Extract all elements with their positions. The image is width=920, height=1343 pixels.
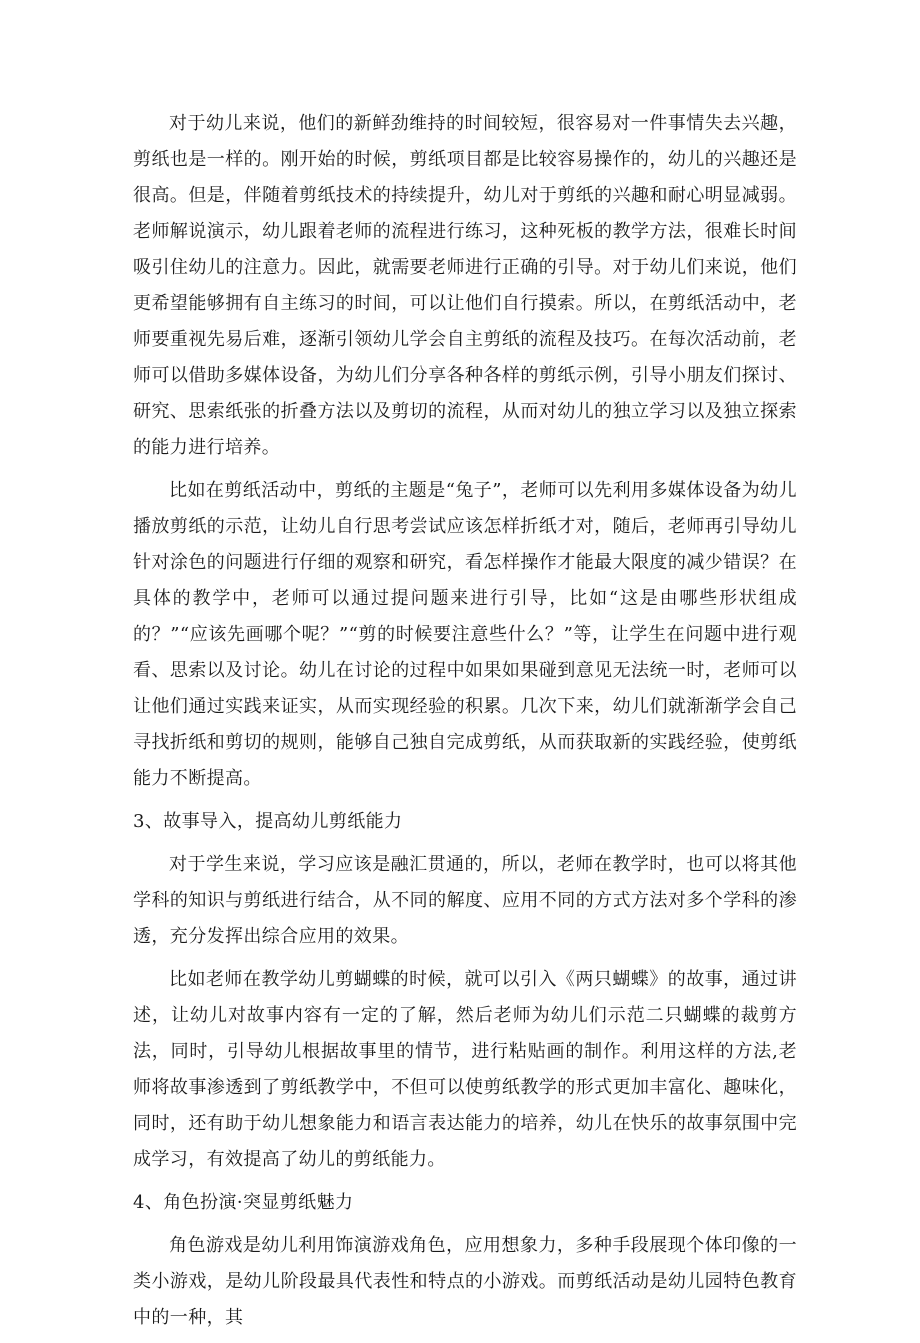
paragraph-5: 角色游戏是幼儿利用饰演游戏角色，应用想象力，多种手段展现个体印像的一类小游戏，是幼儿阶段最具代表性和特点的小游戏。而剪纸活动是幼儿园特色教育中的一种，其: [133, 1235, 797, 1328]
paragraph-4: 比如老师在教学幼儿剪蝴蝶的时候，就可以引入《两只蝴蝶》的故事，通过讲述，让幼儿对故事内容有一定的了解，然后老师为幼儿们示范二只蝴蝶的裁剪方法，同时，引导幼儿根据故事里的情节，进行粘贴画的制作。利用这样的方法,老师将故事渗透到了剪纸教学中，不但可以使剪纸教学的形式更加丰富化、趣味化，同时，还有助于幼儿想象能力和语言表达能力的培养，幼儿在快乐的故事氛围中完成学习，有效提高了幼儿的剪纸能力。: [133, 969, 797, 1170]
paragraph-1: 对于幼儿来说，他们的新鲜劲维持的时间较短，很容易对一件事情失去兴趣，剪纸也是一样的。刚开始的时候，剪纸项目都是比较容易操作的，幼儿的兴趣还是很高。但是，伴随着剪纸技术的持续提升，幼儿对于剪纸的兴趣和耐心明显减弱。老师解说演示，幼儿跟着老师的流程进行练习，这种死板的教学方法，很难长时间吸引住幼儿的注意力。因此，就需要老师进行正确的引导。对于幼儿们来说，他们更希望能够拥有自主练习的时间，可以让他们自行摸索。所以，在剪纸活动中，老师要重视先易后难，逐渐引领幼儿学会自主剪纸的流程及技巧。在每次活动前，老师可以借助多媒体设备，为幼儿们分享各种各样的剪纸示例，引导小朋友们探讨、研究、思索纸张的折叠方法以及剪切的流程，从而对幼儿的独立学习以及独立探索的能力进行培养。: [133, 113, 797, 458]
document-body: [133, 106, 797, 1343]
section-heading-3: 3、故事导入，提高幼儿剪纸能力: [133, 811, 403, 832]
paragraph-3: 对于学生来说，学习应该是融汇贯通的，所以，老师在教学时，也可以将其他学科的知识与剪纸进行结合，从不同的解度、应用不同的方式方法对多个学科的渗透，充分发挥出综合应用的效果。: [133, 854, 797, 947]
section-heading-4: 4、角色扮演·突显剪纸魅力: [133, 1192, 354, 1213]
paragraph-2: 比如在剪纸活动中，剪纸的主题是“兔子”，老师可以先利用多媒体设备为幼儿播放剪纸的示范，让幼儿自行思考尝试应该怎样折纸才对，随后，老师再引导幼儿针对涂色的问题进行仔细的观察和研究，看怎样操作才能最大限度的减少错误？在具体的教学中，老师可以通过提问题来进行引导，比如“这是由哪些形状组成的？”“应该先画哪个呢？”“剪的时候要注意些什么？”等，让学生在问题中进行观看、思索以及讨论。幼儿在讨论的过程中如果如果碰到意见无法统一时，老师可以让他们通过实践来证实，从而实现经验的积累。几次下来，幼儿们就渐渐学会自己寻找折纸和剪切的规则，能够自己独自完成剪纸，从而获取新的实践经验，使剪纸能力不断提高。: [133, 480, 797, 789]
